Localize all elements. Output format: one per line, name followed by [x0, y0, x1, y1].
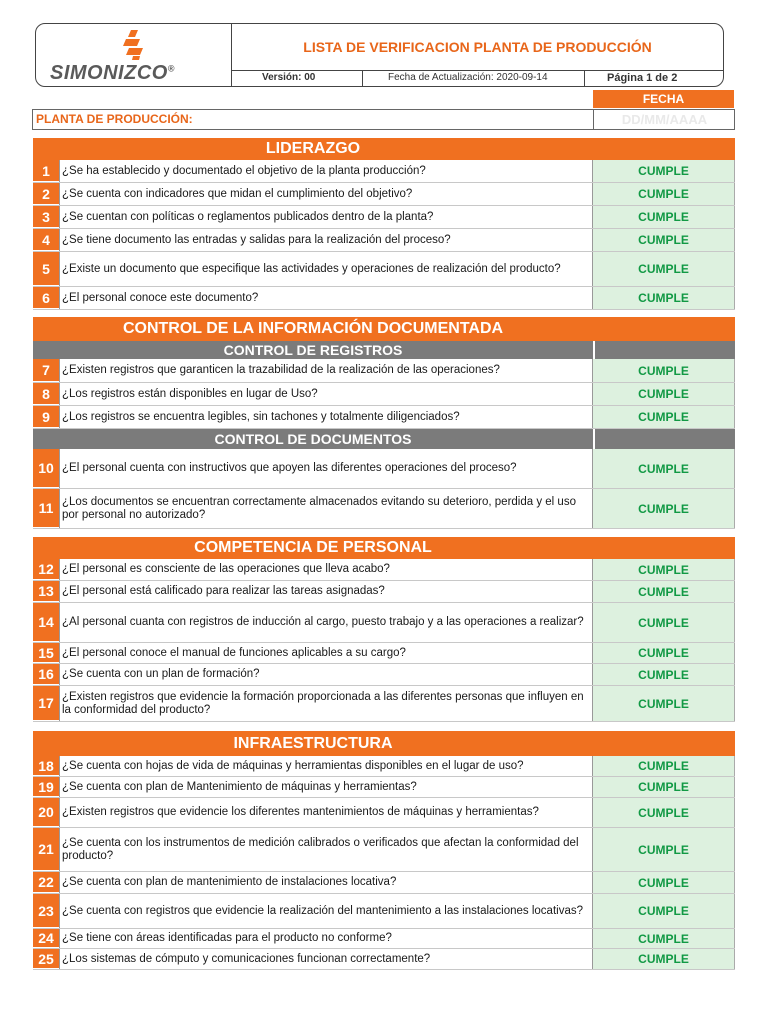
item-question: ¿Los sistemas de cómputo y comunicaciones funcionan correctamente? — [59, 949, 593, 969]
item-number: 6 — [33, 287, 59, 309]
checklist-row — [33, 581, 735, 603]
item-question: ¿Existen registros que evidencie la formación proporcionada a las diferentes personas que influyen en la conformidad del producto? — [59, 686, 593, 721]
item-answer[interactable]: CUMPLE — [593, 183, 735, 205]
checklist-row — [33, 664, 735, 686]
checklist-row — [33, 489, 735, 529]
item-number: 2 — [33, 183, 59, 205]
logo-wordmark — [50, 62, 175, 85]
item-answer[interactable]: CUMPLE — [593, 686, 735, 721]
subsection-title: CONTROL DE DOCUMENTOS — [214, 431, 412, 447]
planta-label: PLANTA DE PRODUCCIÓN: — [36, 112, 193, 126]
checklist-row — [33, 383, 735, 406]
checklist-row — [33, 603, 735, 643]
item-question: ¿Al personal cuanta con registros de inducción al cargo, puesto trabajo y a las operaciones a realizar? — [59, 603, 593, 642]
logo-cell — [36, 24, 232, 86]
section-title: COMPETENCIA DE PERSONAL — [194, 539, 432, 556]
item-answer[interactable]: CUMPLE — [593, 777, 735, 797]
item-number: 17 — [33, 686, 59, 721]
checklist-row — [33, 449, 735, 489]
item-answer[interactable]: CUMPLE — [593, 949, 735, 969]
item-number: 1 — [33, 160, 59, 182]
checklist-row — [33, 160, 735, 183]
section-header — [33, 138, 735, 160]
item-answer[interactable]: CUMPLE — [593, 160, 735, 182]
section-header — [33, 731, 735, 756]
subsection-title: CONTROL DE REGISTROS — [223, 342, 403, 358]
simonizco-logo-icon — [121, 30, 145, 60]
section-title: INFRAESTRUCTURA — [233, 734, 393, 752]
checklist-row — [33, 929, 735, 949]
item-number: 10 — [33, 449, 59, 488]
item-question: ¿Existen registros que evidencie los diferentes mantenimientos de máquinas y herramientas? — [59, 798, 593, 827]
item-answer[interactable]: CUMPLE — [593, 359, 735, 382]
item-number: 7 — [33, 359, 59, 382]
item-answer[interactable]: CUMPLE — [593, 287, 735, 309]
checklist-row — [33, 183, 735, 206]
item-answer[interactable]: CUMPLE — [593, 929, 735, 948]
item-number: 13 — [33, 581, 59, 602]
item-number: 3 — [33, 206, 59, 228]
date-field[interactable]: DD/MM/AAAA — [593, 110, 735, 129]
page-indicator: Página 1 de 2 — [607, 72, 678, 84]
item-question: ¿Se cuenta con plan de mantenimiento de instalaciones locativa? — [59, 872, 593, 893]
item-number: 24 — [33, 929, 59, 948]
item-number: 11 — [33, 489, 59, 528]
section-header — [33, 537, 735, 559]
item-number: 25 — [33, 949, 59, 969]
item-question: ¿Se cuenta con hojas de vida de máquinas y herramientas disponibles en el lugar de uso? — [59, 756, 593, 776]
item-number: 5 — [33, 252, 59, 286]
item-number: 9 — [33, 406, 59, 428]
checklist-row — [33, 229, 735, 252]
item-question: ¿Se cuenta con registros que evidencie la realización del mantenimiento a las instalaciones locativas? — [59, 894, 593, 928]
version-label: Versión: 00 — [262, 72, 316, 83]
subsection-header — [33, 429, 735, 449]
item-question: ¿Se cuenta con los instrumentos de medición calibrados o verificados que afectan la conformidad del producto? — [59, 828, 593, 871]
item-number: 4 — [33, 229, 59, 251]
item-answer[interactable]: CUMPLE — [593, 489, 735, 528]
checklist-row — [33, 686, 735, 722]
update-date: Fecha de Actualización: 2020-09-14 — [388, 72, 548, 83]
item-question: ¿Existen registros que garanticen la trazabilidad de la realización de las operaciones? — [59, 359, 593, 382]
item-answer[interactable]: CUMPLE — [593, 229, 735, 251]
checklist-row — [33, 643, 735, 664]
item-number: 23 — [33, 894, 59, 928]
document-title: LISTA DE VERIFICACION PLANTA DE PRODUCCIÓN — [303, 39, 652, 55]
fecha-label: FECHA — [593, 90, 734, 108]
item-question: ¿Se cuenta con indicadores que midan el cumplimiento del objetivo? — [59, 183, 593, 205]
item-answer[interactable]: CUMPLE — [593, 643, 735, 663]
item-question: ¿Los registros se encuentra legibles, sin tachones y totalmente diligenciados? — [59, 406, 593, 428]
item-answer[interactable]: CUMPLE — [593, 894, 735, 928]
logo-registered: ® — [167, 63, 175, 74]
item-answer[interactable]: CUMPLE — [593, 828, 735, 871]
checklist-row — [33, 756, 735, 777]
section-header — [33, 317, 735, 341]
item-number: 19 — [33, 777, 59, 797]
item-answer[interactable]: CUMPLE — [593, 603, 735, 642]
checklist-row — [33, 559, 735, 581]
section-title: CONTROL DE LA INFORMACIÓN DOCUMENTADA — [122, 320, 504, 337]
planta-row — [32, 109, 735, 130]
meta-row — [232, 70, 723, 86]
checklist-row — [33, 828, 735, 872]
checklist-row — [33, 359, 735, 383]
checklist-row — [33, 287, 735, 310]
checklist-row — [33, 206, 735, 229]
item-answer[interactable]: CUMPLE — [593, 872, 735, 893]
item-question: ¿El personal conoce este documento? — [59, 287, 593, 309]
checklist-row — [33, 798, 735, 828]
document-header — [35, 23, 724, 87]
item-number: 8 — [33, 383, 59, 405]
item-question: ¿Se tiene con áreas identificadas para el producto no conforme? — [59, 929, 593, 948]
item-question: ¿Se cuenta con un plan de formación? — [59, 664, 593, 685]
item-number: 18 — [33, 756, 59, 776]
item-answer[interactable]: CUMPLE — [593, 406, 735, 428]
checklist-row — [33, 894, 735, 929]
item-answer[interactable]: CUMPLE — [593, 559, 735, 580]
item-question: ¿El personal está calificado para realizar las tareas asignadas? — [59, 581, 593, 602]
checklist-row — [33, 777, 735, 798]
item-question: ¿El personal conoce el manual de funciones aplicables a su cargo? — [59, 643, 593, 663]
item-question: ¿El personal cuenta con instructivos que apoyen las diferentes operaciones del proceso? — [59, 449, 593, 488]
item-question: ¿Los documentos se encuentran correctamente almacenados evitando su deterioro, perdida y el uso por personal no autorizado? — [59, 489, 593, 528]
item-question: ¿Los registros están disponibles en lugar de Uso? — [59, 383, 593, 405]
item-question: ¿Existe un documento que especifique las actividades y operaciones de realización del producto? — [59, 252, 593, 286]
subsection-header — [33, 341, 735, 359]
checklist-row — [33, 872, 735, 894]
item-answer[interactable]: CUMPLE — [593, 449, 735, 488]
item-number: 20 — [33, 798, 59, 827]
section-title: LIDERAZGO — [265, 140, 361, 157]
item-number: 21 — [33, 828, 59, 871]
checklist-row — [33, 406, 735, 429]
checklist-row — [33, 252, 735, 287]
item-number: 14 — [33, 603, 59, 642]
item-answer[interactable]: CUMPLE — [593, 798, 735, 827]
item-question: ¿El personal es consciente de las operaciones que lleva acabo? — [59, 559, 593, 580]
item-number: 22 — [33, 872, 59, 893]
item-answer[interactable]: CUMPLE — [593, 581, 735, 602]
item-question: ¿Se cuentan con políticas o reglamentos publicados dentro de la planta? — [59, 206, 593, 228]
item-question: ¿Se tiene documento las entradas y salidas para la realización del proceso? — [59, 229, 593, 251]
item-number: 16 — [33, 664, 59, 685]
checklist-row — [33, 949, 735, 970]
item-answer[interactable]: CUMPLE — [593, 206, 735, 228]
item-answer[interactable]: CUMPLE — [593, 756, 735, 776]
item-answer[interactable]: CUMPLE — [593, 383, 735, 405]
item-answer[interactable]: CUMPLE — [593, 252, 735, 286]
item-answer[interactable]: CUMPLE — [593, 664, 735, 685]
logo-text: SIMONIZCO — [50, 62, 168, 84]
item-question: ¿Se ha establecido y documentado el objetivo de la planta producción? — [59, 160, 593, 182]
item-number: 15 — [33, 643, 59, 663]
item-question: ¿Se cuenta con plan de Mantenimiento de máquinas y herramientas? — [59, 777, 593, 797]
item-number: 12 — [33, 559, 59, 580]
